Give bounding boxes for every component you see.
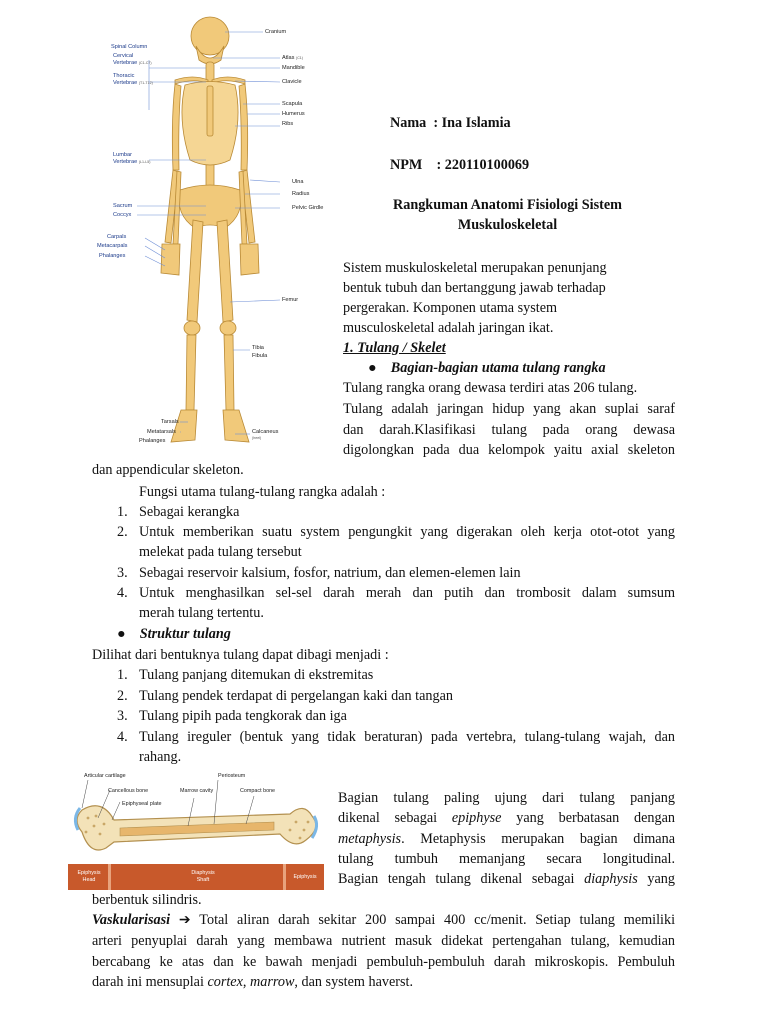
label-cervical: Cervical <box>113 53 134 59</box>
label-thoracic-vertebrae: Vertebrae (T1-T12) <box>113 80 153 86</box>
intro-line-4: musculoskeletal adalah jaringan ikat. <box>343 320 554 336</box>
document-title-line-1: Rangkuman Anatomi Fisiologi Sistem <box>392 197 622 213</box>
label-calcaneus: Calcaneus <box>252 429 279 435</box>
fungsi-item-2-text: Untuk memberikan suatu system pengungkit yang digerakan oleh kerja otot-otot yang <box>139 524 675 540</box>
label-fibula: Fibula <box>252 353 268 359</box>
bullet-bagian-label: Bagian-bagian utama tulang rangka <box>390 360 606 376</box>
skeleton-figure <box>85 10 335 450</box>
bentuk-item-1-number: 1. <box>117 667 128 683</box>
bone-text-line-1: Bagian tulang paling ujung dari tulang panjang <box>338 790 675 806</box>
bentuk-item-4-continuation: rahang. <box>139 749 182 765</box>
fungsi-item-4-continuation: merah tulang tertentu. <box>139 605 264 621</box>
paragraph-tulang-rangka-3: dan darah.Klasifikasi tulang pada orang dewasa <box>343 422 675 438</box>
fungsi-item-2-number: 2. <box>117 524 128 540</box>
nama-label: Nama <box>390 115 427 131</box>
label-phalanges-hand: Phalanges <box>99 253 126 259</box>
fungsi-item-1-number: 1. <box>117 504 128 520</box>
vaskularisasi-line-3: bercabang ke atas dan ke bawah menjadi pembuluh-pembuluh darah mikroskopis. Pembuluh <box>92 954 675 970</box>
bone-text-line-6: berbentuk silindris. <box>92 892 202 908</box>
label-tibia: Tibia <box>252 345 264 351</box>
label-calcaneus-note: (heel) <box>252 436 262 440</box>
term-metaphysis: metaphysis <box>338 831 402 847</box>
label-lumbar-vertebrae: Vertebrae (L1-L5) <box>113 159 151 165</box>
bentuk-item-2-text: Tulang pendek terdapat di pergelangan kaki dan tangan <box>139 688 454 704</box>
bentuk-item-3-number: 3. <box>117 708 128 724</box>
intro-line-3: pergerakan. Komponen utama system <box>343 300 558 316</box>
bullet-dot: ● <box>368 360 377 376</box>
bullet-struktur-label: Struktur tulang <box>139 626 231 642</box>
label-epiphysis-head <box>70 870 108 884</box>
label-carpals: Carpals <box>107 234 127 240</box>
paragraph-tulang-rangka-4: digolongkan pada dua kelompok yaitu axial skeleton <box>343 442 675 458</box>
bullet-bagian-bagian <box>368 358 606 378</box>
label-thoracic: Thoracic <box>113 73 135 79</box>
label-scapula: Scapula <box>282 101 303 107</box>
label-epiphysis-left: Epiphysis <box>77 870 101 876</box>
label-periosteum: Periosteum <box>218 773 246 779</box>
bullet-dot: ● <box>117 626 126 642</box>
bone-text-line-2a: dikenal sebagai <box>338 810 452 826</box>
fungsi-item-2-continuation: melekat pada tulang tersebut <box>139 544 302 560</box>
label-tarsals: Tarsals <box>161 419 179 425</box>
label-marrow-cavity: Marrow cavity <box>180 788 214 794</box>
label-epiphyseal-plate: Epiphyseal plate <box>122 801 162 807</box>
label-phalanges-foot: Phalanges <box>139 438 166 444</box>
bentuk-item-2-number: 2. <box>117 688 128 704</box>
bullet-struktur-tulang <box>117 624 231 644</box>
vaskularisasi-line-4 <box>92 972 413 992</box>
bentuk-item-3-text: Tulang pipih pada tengkorak dan iga <box>139 708 347 724</box>
term-cortex: cortex <box>207 974 243 990</box>
label-femur: Femur <box>282 297 299 303</box>
label-diaphysis: Diaphysis <box>191 870 215 876</box>
bentuk-item-4-text: Tulang ireguler (bentuk yang tidak beraturan) pada vertebra, tulang-tulang wajah, dan <box>139 729 675 745</box>
label-humerus: Humerus <box>282 111 305 117</box>
label-shaft: Shaft <box>196 877 210 883</box>
section-heading-tulang: 1. Tulang / Skelet <box>343 340 446 356</box>
paragraph-tulang-rangka-1: Tulang rangka orang dewasa terdiri atas 206 tulang. <box>343 380 638 396</box>
paragraph-tulang-rangka-5: dan appendicular skeleton. <box>92 462 244 478</box>
long-bone-figure <box>68 772 324 890</box>
nama-row <box>390 113 511 133</box>
fungsi-item-3-text: Sebagai reservoir kalsium, fosfor, natrium, dan elemen-elemen lain <box>139 565 521 581</box>
paragraph-tulang-rangka-2: Tulang adalah jaringan hidup yang akan suplai saraf <box>343 401 675 417</box>
label-diaphysis-shaft <box>168 870 238 884</box>
label-lumbar: Lumbar <box>113 152 132 158</box>
bentuk-item-1-text: Tulang panjang ditemukan di ekstremitas <box>139 667 374 683</box>
label-coccyx: Coccyx <box>113 212 132 218</box>
document-title-line-2: Muskuloskeletal <box>457 217 558 233</box>
label-head: Head <box>82 877 96 883</box>
term-marrow: marrow <box>250 974 295 990</box>
vaskularisasi-line-2: arteri penyuplai darah yang membawa nutrient masuk didekat pertengahan tulang, kemudian <box>92 933 675 949</box>
npm-value: : 220110100069 <box>436 157 530 173</box>
vaskularisasi-text-4b: , dan system haverst. <box>294 974 414 990</box>
label-ribs: Ribs <box>282 121 294 127</box>
vaskularisasi-sep: , <box>242 974 250 990</box>
label-radius: Radius <box>292 191 310 197</box>
bentuk-item-4-number: 4. <box>117 729 128 745</box>
label-compact-bone: Compact bone <box>240 788 276 794</box>
fungsi-item-1-text: Sebagai kerangka <box>139 504 240 520</box>
label-cancellous-bone: Cancellous bone <box>108 788 149 794</box>
intro-line-2: bentuk tubuh dan bertanggung jawab terhadap <box>343 280 606 296</box>
bone-text-line-5a: Bagian tengah tulang dikenal sebagai <box>338 871 585 887</box>
label-sacrum: Sacrum <box>113 203 133 209</box>
bone-text-line-3b: . Metaphysis merupakan bagian dimana <box>401 831 675 847</box>
label-clavicle: Clavicle <box>282 79 302 85</box>
label-mandible: Mandible <box>282 65 305 71</box>
bone-text-line-5b: yang <box>637 871 675 887</box>
bone-text-line-2 <box>338 808 675 828</box>
fungsi-intro: Fungsi utama tulang-tulang rangka adalah : <box>139 484 386 500</box>
term-epiphyse: epiphyse <box>451 810 502 826</box>
label-ulna: Ulna <box>292 179 304 185</box>
label-metacarpals: Metacarpals <box>97 243 128 249</box>
bentuk-intro: Dilihat dari bentuknya tulang dapat dibagi menjadi : <box>92 647 389 663</box>
nama-value: : Ina Islamia <box>433 115 511 131</box>
bone-text-line-4: tulang tumbuh memanjang secara longitudinal. <box>338 851 675 867</box>
term-diaphysis: diaphysis <box>584 871 638 887</box>
bone-text-line-2b: yang berbatasan dengan <box>501 810 675 826</box>
label-atlas: Atlas (C1) <box>282 55 303 61</box>
vaskularisasi-line-1 <box>92 910 675 930</box>
fungsi-item-3-number: 3. <box>117 565 128 581</box>
bone-text-line-5 <box>338 869 675 889</box>
label-cervical-vertebrae: Vertebrae (C1-C7) <box>113 60 152 66</box>
label-metatarsals: Metatarsals <box>147 429 176 435</box>
intro-line-1: Sistem muskuloskeletal merupakan penunjang <box>343 260 607 276</box>
label-epiphysis-right: Epiphysis <box>293 874 317 880</box>
arrow-right-icon: ➔ <box>178 912 191 928</box>
label-cranium: Cranium <box>265 29 287 35</box>
npm-row <box>390 155 529 175</box>
vaskularisasi-text-4a: darah ini mensuplai <box>92 974 208 990</box>
label-articular-cartilage: Articular cartilage <box>84 773 126 779</box>
npm-label: NPM <box>390 157 423 173</box>
fungsi-item-4-number: 4. <box>117 585 128 601</box>
label-spinal-column: Spinal Column <box>111 44 148 50</box>
label-pelvic-girdle: Pelvic Girdle <box>292 205 324 211</box>
bone-text-line-3 <box>338 829 675 849</box>
fungsi-item-4-text: Untuk menghasilkan sel-sel darah merah dan putih dan trombosit dalam sumsum <box>139 585 675 601</box>
vaskularisasi-label: Vaskularisasi <box>92 912 171 928</box>
vaskularisasi-text-1: Total aliran darah sekitar 200 sampai 400 cc/menit. Setiap tulang memiliki <box>190 912 676 928</box>
